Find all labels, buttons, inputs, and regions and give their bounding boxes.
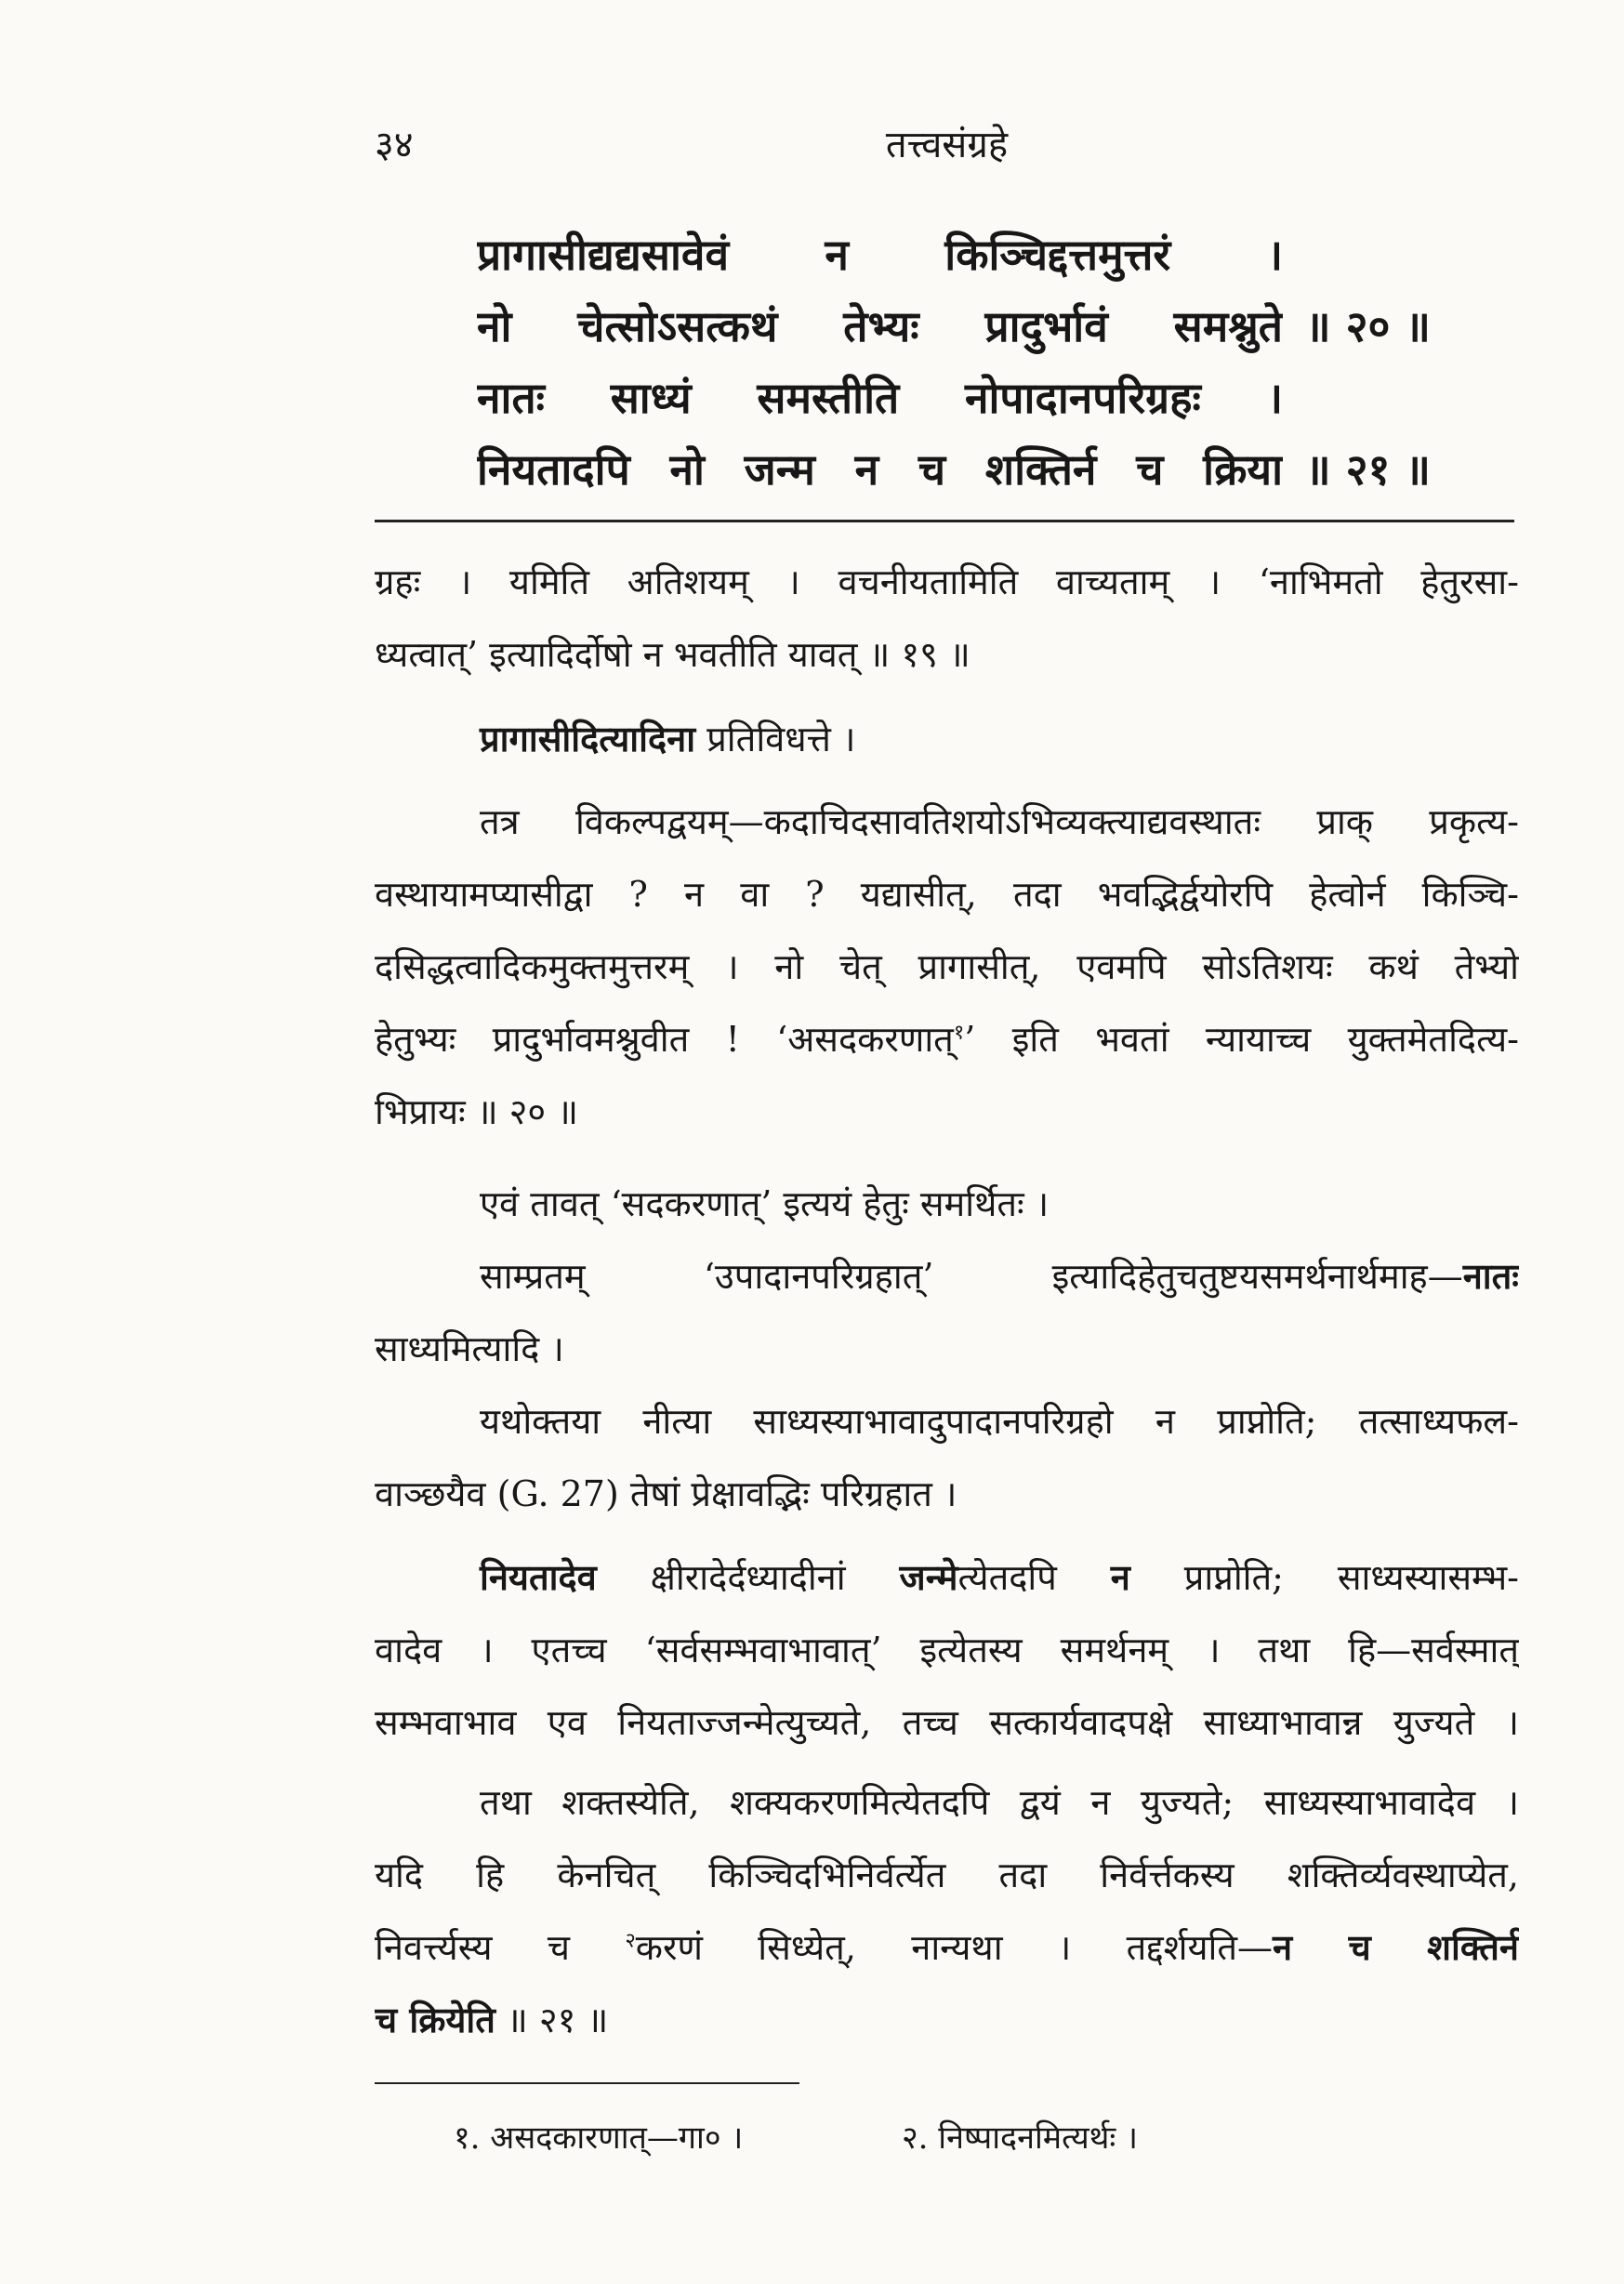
verse-number: ॥ २१ ॥ — [1305, 444, 1431, 495]
verse-line-2 — [477, 291, 1519, 363]
commentary-text: ग्रहः । यमिति अतिशयम् । वचनीयतामिति वाच्यताम् । ‘नाभिमतो हेतुरसा- — [375, 561, 1519, 602]
commentary-line — [375, 1385, 1519, 1458]
commentary-text: दसिद्धत्वादिकमुक्तमुत्तरम् । नो चेत् प्रागासीत्, एवमपि सोऽतिशयः कथं तेभ्यो — [375, 946, 1519, 987]
commentary-line — [375, 1766, 1519, 1839]
commentary-line — [375, 931, 1519, 1003]
commentary-text: प्रतिविधत्ते । — [695, 719, 856, 759]
commentary-text: वादेव । एतच्च ‘सर्वसम्भवाभावात्’ इत्येतस्य समर्थनम् । तथा हि—सर्वस्मात् — [375, 1630, 1519, 1670]
verse-text: नियतादपि नो जन्म न च शक्तिर्न च क्रिया — [477, 444, 1283, 495]
commentary-line — [375, 1541, 1519, 1614]
commentary-line — [375, 858, 1519, 931]
commentary-line — [375, 1686, 1519, 1759]
verse-block — [477, 219, 1519, 506]
verse-line-1 — [477, 219, 1519, 291]
commentary-text: त्येतदपि — [957, 1557, 1111, 1598]
commentary-line — [375, 703, 1519, 775]
commentary-text: हेतुभ्यः प्रादुर्भावमश्नुवीत ! ‘असदकरणात् — [375, 1019, 954, 1060]
commentary-paragraph-1 — [375, 546, 1519, 691]
commentary-text: क्षीरादेर्दध्यादीनां — [596, 1557, 900, 1598]
commentary-text: करणं सिध्येत्, नान्यथा । तद्दर्शयति— — [635, 1927, 1274, 1968]
bold-term: च क्रियेति — [375, 1999, 495, 2040]
bold-term: जन्मे — [899, 1556, 958, 1598]
commentary-line — [375, 1076, 1519, 1148]
commentary-text: प्राप्नोति; साध्यस्यासम्भ- — [1129, 1557, 1519, 1598]
commentary-text: सम्भवाभाव एव नियताज्जन्मेत्युच्यते, तच्च सत्कार्यवादपक्षे साध्याभावान्न युज्यते । — [375, 1702, 1519, 1743]
footnote-marker: २ — [625, 1929, 636, 1953]
verse-text: प्रागासीद्यद्यसावेवं न किञ्चिद्दत्तमुत्तरं । — [477, 230, 1283, 280]
page-number: ३४ — [375, 124, 414, 166]
commentary-line — [375, 546, 1519, 618]
verse-number: ॥ २० ॥ — [1305, 301, 1431, 351]
running-head — [375, 117, 1519, 173]
commentary-text: ॥ २१ ॥ — [495, 2000, 609, 2040]
commentary-text: निवर्त्त्यस्य च — [375, 1927, 626, 1968]
commentary-paragraph-2 — [375, 703, 1519, 775]
running-title: तत्त्वसंग्रहे — [885, 124, 1009, 166]
commentary-paragraph-6 — [375, 1385, 1519, 1530]
bold-term: न च शक्तिर्न — [1273, 1926, 1519, 1968]
footnote-marker: १ — [953, 1021, 965, 1045]
commentary — [375, 546, 1519, 2056]
commentary-line — [375, 1614, 1519, 1686]
commentary-line — [375, 1911, 1519, 1984]
commentary-text: तत्र विकल्पद्वयम्—कदाचिदसावतिशयोऽभिव्यक्त्याद्यवस्थातः प्राक् प्रकृत्य- — [480, 801, 1519, 842]
commentary-line — [375, 1458, 1519, 1530]
commentary-text: साध्यमित्यादि । — [375, 1328, 564, 1369]
commentary-text: ध्यत्वात्’ इत्यादिर्दोषो न भवतीति यावत् ॥ १९ ॥ — [375, 634, 970, 675]
commentary-text: भिप्रायः ॥ २० ॥ — [375, 1091, 579, 1132]
commentary-paragraph-5 — [375, 1240, 1519, 1385]
commentary-line — [375, 618, 1519, 691]
commentary-line — [375, 1240, 1519, 1313]
commentary-text: यदि हि केनचित् किञ्चिदभिनिर्वर्त्येत तदा निर्वर्त्तकस्य शक्तिर्व्यवस्थाप्येत, — [375, 1855, 1519, 1895]
footnote-2: २. निष्पादनमित्यर्थः । — [902, 2119, 1138, 2157]
bold-term: प्रागासीदित्यादिना — [480, 718, 696, 759]
footnote-1: १. असदकारणात्—गा० । — [454, 2119, 744, 2157]
commentary-paragraph-7 — [375, 1541, 1519, 1759]
verse-text: नो चेत्सोऽसत्कथं तेभ्यः प्रादुर्भावं समश्नुते — [477, 301, 1283, 351]
commentary-line — [375, 1003, 1519, 1076]
verse-line-4 — [477, 434, 1519, 506]
bold-term: नातः — [1462, 1255, 1519, 1297]
footnotes — [0, 2110, 1624, 2166]
commentary-text: वाञ्छयैव (G. 27) तेषां प्रेक्षावद्भिः परिग्रहात । — [375, 1473, 957, 1514]
commentary-text: वस्थायामप्यासीद्वा ? न वा ? यद्यासीत्, तदा भवद्भिर्द्वयोरपि हेत्वोर्न किञ्चि- — [375, 874, 1519, 915]
verse-text: नातः साध्यं समस्तीति नोपादानपरिग्रहः । — [477, 373, 1283, 423]
commentary-paragraph-4 — [375, 1168, 1519, 1240]
commentary-paragraph-3 — [375, 786, 1519, 1148]
footnote-divider — [375, 2082, 799, 2084]
commentary-text: तथा शक्तस्येति, शक्यकरणमित्येतदपि द्वयं न युज्यते; साध्यस्याभावादेव । — [480, 1782, 1519, 1823]
commentary-text: एवं तावत् ‘सदकरणात्’ इत्ययं हेतुः समर्थितः । — [480, 1183, 1050, 1224]
commentary-text: ’ इति भवतां न्यायाच्च युक्तमेतदित्य- — [964, 1019, 1519, 1060]
commentary-line — [375, 1168, 1519, 1240]
verse-commentary-divider — [375, 520, 1514, 522]
commentary-text: साम्प्रतम् ‘उपादानपरिग्रहात्’ इत्यादिहेतुचतुष्टयसमर्थनार्थमाह— — [480, 1256, 1463, 1297]
commentary-line — [375, 1313, 1519, 1385]
commentary-line — [375, 1839, 1519, 1911]
verse-line-3 — [477, 363, 1519, 434]
bold-term: नियतादेव — [480, 1556, 597, 1598]
commentary-line — [375, 1984, 1519, 2056]
commentary-paragraph-8 — [375, 1766, 1519, 2056]
bold-term: न — [1110, 1556, 1130, 1598]
commentary-line — [375, 786, 1519, 858]
commentary-text: यथोक्तया नीत्या साध्यस्याभावादुपादानपरिग्रहो न प्राप्नोति; तत्साध्यफल- — [480, 1401, 1519, 1442]
